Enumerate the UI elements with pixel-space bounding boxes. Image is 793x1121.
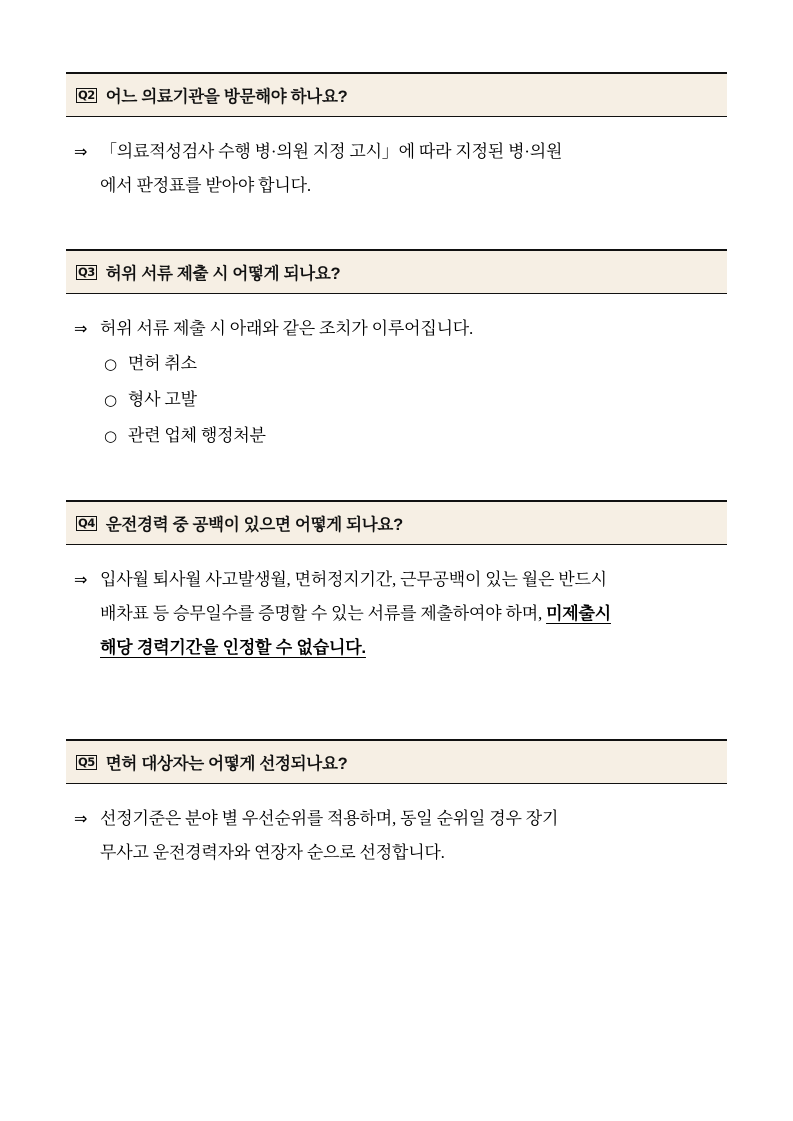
section-spacer: [66, 215, 727, 249]
arrow-icon: ⇒: [74, 570, 88, 589]
question-text: 운전경력 중 공백이 있으면 어떻게 되나요?: [105, 516, 403, 534]
circle-bullet-icon: ○: [104, 355, 117, 373]
answer-text: [100, 312, 721, 346]
list-item: [104, 418, 721, 454]
answer-text-line-1: 입사월 퇴사월 사고발생월, 면허정지기간, 근무공백이 있는 월은 반드시: [100, 570, 607, 589]
answer-text-line-2-plain: 배차표 등 승무일수를 증명할 수 있는 서류를 제출하여야 하며,: [100, 604, 547, 623]
answer-line: [74, 563, 721, 665]
faq-item-q4: [66, 500, 727, 671]
answer-block: [66, 294, 727, 460]
question-number-badge: Q4: [78, 515, 95, 530]
circle-bullet-icon: ○: [104, 391, 117, 409]
faq-item-q3: [66, 249, 727, 460]
faq-item-q2: [66, 72, 727, 209]
faq-item-q5: [66, 739, 727, 876]
list-item-label: 형사 고발: [127, 390, 197, 409]
answer-line: [74, 312, 721, 346]
question-number-badge: Q3: [78, 264, 95, 279]
circle-bullet-icon: ○: [104, 427, 117, 445]
answer-line: [74, 135, 721, 203]
arrow-icon: ⇒: [74, 142, 88, 161]
question-number-badge: Q2: [78, 87, 95, 102]
answer-bullet-list: [74, 346, 721, 454]
answer-text-line-2: 무사고 운전경력자와 연장자 순으로 선정합니다.: [100, 843, 445, 862]
arrow-icon: ⇒: [74, 319, 88, 338]
answer-emphasis-1: 미제출시: [546, 604, 611, 623]
answer-block: [66, 117, 727, 209]
answer-text-line-2: [100, 597, 721, 631]
question-header: [66, 249, 727, 294]
answer-text: [100, 135, 721, 203]
answer-text-line-1: 「의료적성검사 수행 병·의원 지정 고시」에 따라 지정된 병·의원: [100, 142, 563, 161]
arrow-icon: ⇒: [74, 809, 88, 828]
question-header: [66, 739, 727, 784]
question-header: [66, 500, 727, 545]
answer-line: [74, 802, 721, 870]
list-item-label: 관련 업체 행정처분: [127, 426, 266, 445]
question-text: 면허 대상자는 어떻게 선정되나요?: [105, 755, 348, 773]
question-text: 허위 서류 제출 시 어떻게 되나요?: [105, 265, 341, 283]
question-header: [66, 72, 727, 117]
answer-block: [66, 784, 727, 876]
answer-text: [100, 802, 721, 870]
question-text: 어느 의료기관을 방문해야 하나요?: [105, 88, 348, 106]
section-spacer-large: [66, 677, 727, 739]
answer-block: [66, 545, 727, 671]
list-item-label: 면허 취소: [127, 354, 197, 373]
list-item: [104, 346, 721, 382]
answer-text-line-1: 선정기준은 분야 별 우선순위를 적용하며, 동일 순위일 경우 장기: [100, 809, 559, 828]
section-spacer: [66, 466, 727, 500]
list-item: [104, 382, 721, 418]
question-number-badge: Q5: [78, 754, 95, 769]
answer-text: [100, 563, 721, 665]
answer-text-line-2: 에서 판정표를 받아야 합니다.: [100, 176, 311, 195]
answer-emphasis-2: 해당 경력기간을 인정할 수 없습니다.: [100, 638, 366, 657]
answer-text-line-1: 허위 서류 제출 시 아래와 같은 조치가 이루어집니다.: [100, 319, 474, 338]
